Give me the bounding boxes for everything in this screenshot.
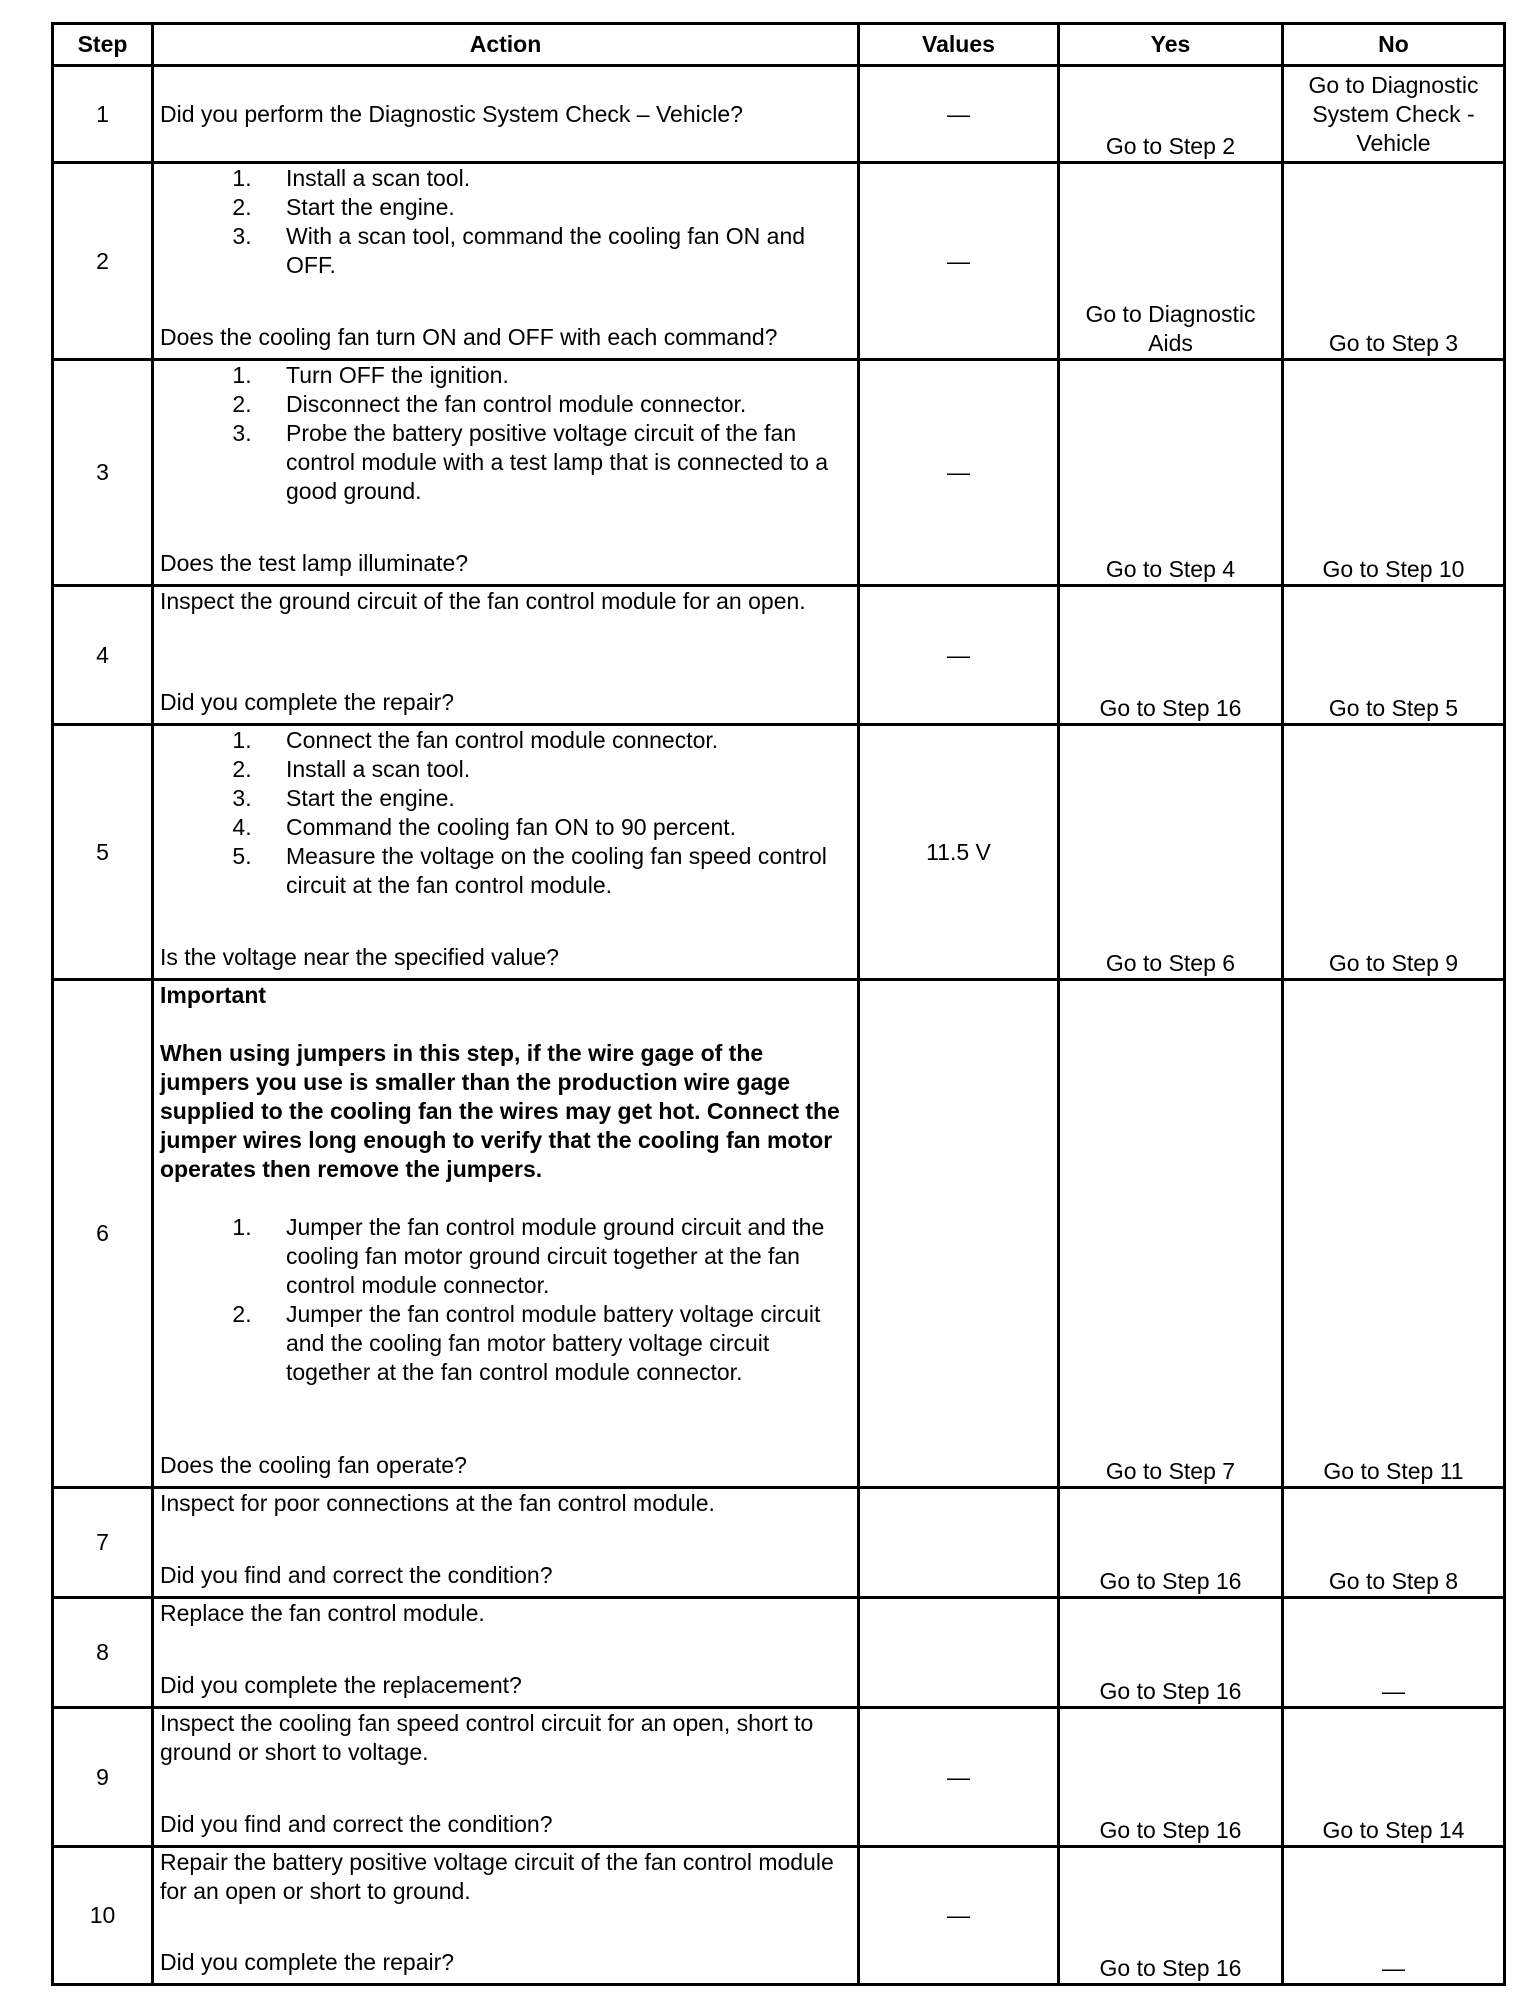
action-instruction: Inspect the ground circuit of the fan control module for an open. bbox=[160, 588, 806, 614]
action-cell bbox=[153, 66, 859, 163]
action-question: Did you find and correct the condition? bbox=[160, 1811, 553, 1837]
action-steps bbox=[160, 361, 851, 506]
action-steps bbox=[160, 164, 851, 280]
step-number: 5 bbox=[53, 725, 153, 980]
step-number: 9 bbox=[53, 1708, 153, 1847]
action-step-item: 3. Probe the battery positive voltage circuit of the fan control module with a test lamp that is connected to a good ground. bbox=[258, 419, 851, 506]
action-cell bbox=[153, 163, 859, 360]
action-step-item: 2. Start the engine. bbox=[258, 193, 851, 222]
table-row bbox=[53, 163, 1505, 360]
action-cell bbox=[153, 980, 859, 1488]
value-cell: — bbox=[859, 66, 1059, 163]
value-cell bbox=[859, 1488, 1059, 1598]
action-cell bbox=[153, 1488, 859, 1598]
important-title: Important bbox=[160, 982, 267, 1008]
value-cell: — bbox=[859, 1847, 1059, 1985]
yes-cell: Go to Step 16 bbox=[1059, 1847, 1283, 1985]
no-cell: Go to Step 14 bbox=[1283, 1708, 1505, 1847]
step-number: 8 bbox=[53, 1598, 153, 1708]
no-cell: Go to Step 11 bbox=[1283, 980, 1505, 1488]
value-cell bbox=[859, 1598, 1059, 1708]
action-question: Did you complete the replacement? bbox=[160, 1672, 522, 1698]
header-yes: Yes bbox=[1059, 24, 1283, 66]
step-number: 7 bbox=[53, 1488, 153, 1598]
yes-cell: Go to Step 16 bbox=[1059, 1598, 1283, 1708]
action-step-item: 5. Measure the voltage on the cooling fan speed control circuit at the fan control module. bbox=[258, 842, 851, 900]
step-number: 2 bbox=[53, 163, 153, 360]
action-step-item: 1. Jumper the fan control module ground circuit and the cooling fan motor ground circuit together at the fan control module connector. bbox=[258, 1213, 851, 1300]
no-cell: Go to Step 3 bbox=[1283, 163, 1505, 360]
header-values: Values bbox=[859, 24, 1059, 66]
action-step-item: 4. Command the cooling fan ON to 90 percent. bbox=[258, 813, 851, 842]
table-row bbox=[53, 360, 1505, 586]
yes-cell: Go to Step 16 bbox=[1059, 586, 1283, 725]
yes-cell: Go to Step 4 bbox=[1059, 360, 1283, 586]
action-cell bbox=[153, 586, 859, 725]
action-question: Did you perform the Diagnostic System Check – Vehicle? bbox=[160, 100, 743, 127]
table-row bbox=[53, 1488, 1505, 1598]
action-question: Does the cooling fan turn ON and OFF with each command? bbox=[160, 324, 778, 350]
action-question: Did you find and correct the condition? bbox=[160, 1562, 553, 1588]
step-number: 6 bbox=[53, 980, 153, 1488]
yes-cell: Go to Step 16 bbox=[1059, 1488, 1283, 1598]
step-number: 10 bbox=[53, 1847, 153, 1985]
table-row bbox=[53, 1598, 1505, 1708]
step-number: 3 bbox=[53, 360, 153, 586]
value-cell: 11.5 V bbox=[859, 725, 1059, 980]
action-step-item: 2. Disconnect the fan control module connector. bbox=[258, 390, 851, 419]
value-cell: — bbox=[859, 360, 1059, 586]
action-instruction: Replace the fan control module. bbox=[160, 1600, 485, 1626]
table-row bbox=[53, 586, 1505, 725]
yes-cell: Go to Diagnostic Aids bbox=[1059, 163, 1283, 360]
no-cell: — bbox=[1283, 1598, 1505, 1708]
action-step-item: 2. Install a scan tool. bbox=[258, 755, 851, 784]
action-instruction: Inspect for poor connections at the fan control module. bbox=[160, 1490, 715, 1516]
header-step: Step bbox=[53, 24, 153, 66]
action-question: Is the voltage near the specified value? bbox=[160, 944, 559, 970]
action-step-item: 2. Jumper the fan control module battery voltage circuit and the cooling fan motor battery voltage circuit together at the fan control module connector. bbox=[258, 1300, 851, 1387]
value-cell bbox=[859, 980, 1059, 1488]
yes-cell: Go to Step 2 bbox=[1059, 66, 1283, 163]
action-step-item: 3. With a scan tool, command the cooling fan ON and OFF. bbox=[258, 222, 851, 280]
no-cell: Go to Diagnostic System Check - Vehicle bbox=[1283, 66, 1505, 163]
action-cell bbox=[153, 1847, 859, 1985]
no-cell: Go to Step 9 bbox=[1283, 725, 1505, 980]
yes-cell: Go to Step 7 bbox=[1059, 980, 1283, 1488]
header-row bbox=[53, 24, 1505, 66]
table-row bbox=[53, 725, 1505, 980]
action-step-item: 1. Turn OFF the ignition. bbox=[258, 361, 851, 390]
no-cell: Go to Step 5 bbox=[1283, 586, 1505, 725]
yes-cell: Go to Step 16 bbox=[1059, 1708, 1283, 1847]
no-cell: Go to Step 10 bbox=[1283, 360, 1505, 586]
action-question: Did you complete the repair? bbox=[160, 689, 455, 715]
action-question: Did you complete the repair? bbox=[160, 1949, 455, 1975]
action-question: Does the test lamp illuminate? bbox=[160, 550, 469, 576]
no-cell: — bbox=[1283, 1847, 1505, 1985]
no-cell: Go to Step 8 bbox=[1283, 1488, 1505, 1598]
action-cell bbox=[153, 1708, 859, 1847]
table-row bbox=[53, 980, 1505, 1488]
diagnostic-table bbox=[51, 22, 1506, 1986]
action-cell bbox=[153, 1598, 859, 1708]
step-number: 4 bbox=[53, 586, 153, 725]
action-step-item: 1. Install a scan tool. bbox=[258, 164, 851, 193]
important-text: When using jumpers in this step, if the wire gage of the jumpers you use is smaller than the production wire gage supplied to the cooling fan the wires may get hot. Connect the jumper wires long enough to verify that the cooling fan motor operates then remove the jumpers. bbox=[160, 1040, 840, 1182]
action-steps bbox=[160, 726, 851, 900]
action-steps bbox=[160, 1213, 851, 1387]
action-step-item: 1. Connect the fan control module connector. bbox=[258, 726, 851, 755]
action-instruction: Repair the battery positive voltage circuit of the fan control module for an open or short to ground. bbox=[160, 1849, 834, 1904]
action-cell bbox=[153, 725, 859, 980]
header-no: No bbox=[1283, 24, 1505, 66]
action-step-item: 3. Start the engine. bbox=[258, 784, 851, 813]
action-cell bbox=[153, 360, 859, 586]
step-number: 1 bbox=[53, 66, 153, 163]
table-row bbox=[53, 1847, 1505, 1985]
action-instruction: Inspect the cooling fan speed control circuit for an open, short to ground or short to voltage. bbox=[160, 1710, 814, 1765]
header-action: Action bbox=[153, 24, 859, 66]
table-row bbox=[53, 66, 1505, 163]
value-cell: — bbox=[859, 586, 1059, 725]
yes-cell: Go to Step 6 bbox=[1059, 725, 1283, 980]
table-row bbox=[53, 1708, 1505, 1847]
action-question: Does the cooling fan operate? bbox=[160, 1452, 467, 1478]
value-cell: — bbox=[859, 163, 1059, 360]
value-cell: — bbox=[859, 1708, 1059, 1847]
